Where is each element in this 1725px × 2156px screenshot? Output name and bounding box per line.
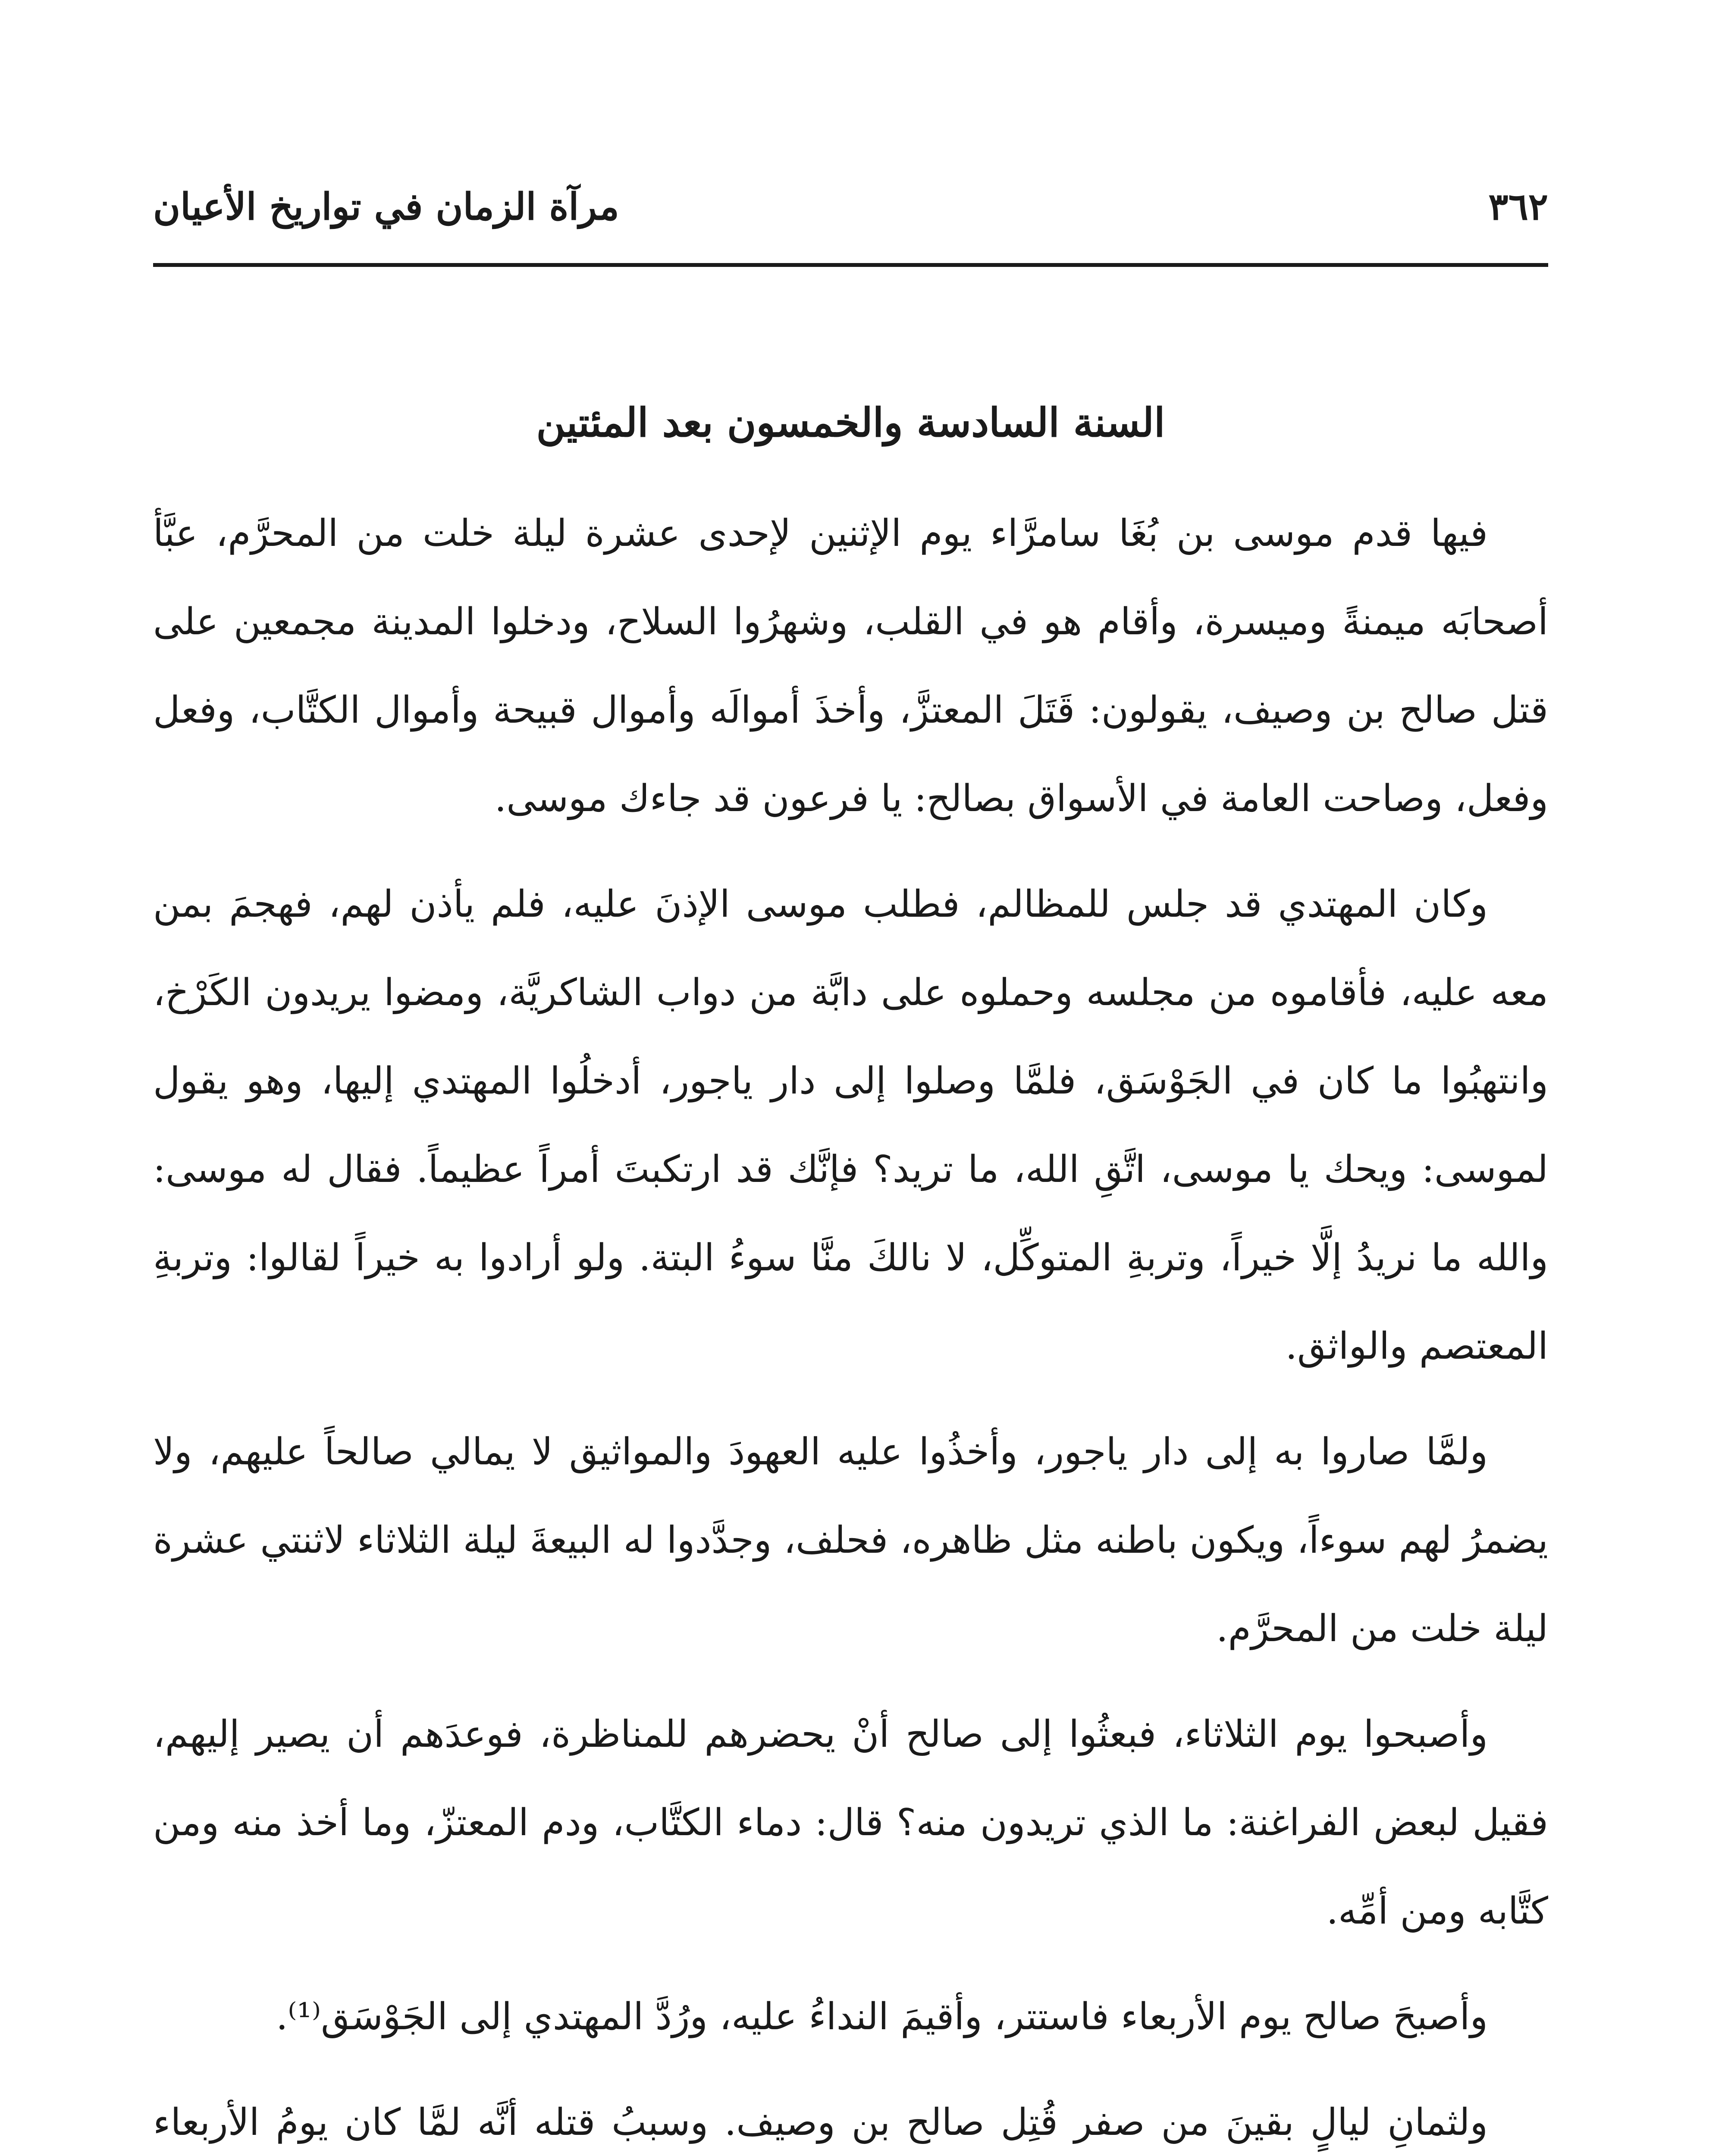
paragraph: وكان المهتدي قد جلس للمظالم، فطلب موسى الإذنَ عليه، فلم يأذن لهم، فهجمَ بمن معه عليه، فأقاموه من مجلسه وحملوه على دابَّة من دواب الشاكريَّة، ومضوا يريدون الكَرْخ، وانتهبُوا ما كان في الجَوْسَق، فلمَّا وصلوا إلى دار ياجور، أدخلُوا المهتدي إليها، وهو يقول لموسى: ويحك يا موسى، اتَّقِ الله، ما تريد؟ فإنَّك قد ارتكبتَ أمراً عظيماً. فقال له موسى: والله ما نريدُ إلَّا خيراً، وتربةِ المتوكِّل، لا نالكَ منَّا سوءُ البتة. ولو أرادوا به خيراً لقالوا: وتربةِ المعتصم والواثق. bbox=[153, 883, 1548, 1368]
body-text bbox=[153, 489, 1548, 2156]
page-number: ٣٦٢ bbox=[1488, 185, 1548, 229]
paragraph: ولمَّا صاروا به إلى دار ياجور، وأخذُوا عليه العهودَ والمواثيق لا يمالي صالحاً عليهم، ولا يضمرُ لهم سوءاً، ويكون باطنه مثل ظاهره، فحلف، وجدَّدوا له البيعةَ ليلة الثلاثاء لاثنتي عشرة ليلة خلت من المحرَّم. bbox=[153, 1430, 1548, 1650]
chapter-title: السنة السادسة والخمسون بعد المئتين bbox=[536, 399, 1165, 446]
paragraph: وأصبحوا يوم الثلاثاء، فبعثُوا إلى صالح أنْ يحضرهم للمناظرة، فوعدَهم أن يصير إليهم، فقيل لبعض الفراغنة: ما الذي تريدون منه؟ قال: دماء الكتَّاب، ودم المعتزّ، وما أخذ منه ومن كتَّابه ومن أمِّه. bbox=[153, 1713, 1548, 1933]
running-header bbox=[153, 164, 1548, 267]
paragraph: وأصبحَ صالح يوم الأربعاء فاستتر، وأقيمَ النداءُ عليه، ورُدَّ المهتدي إلى الجَوْسَق⁽¹⁾. bbox=[276, 1995, 1488, 2038]
book-title: مرآة الزمان في تواريخ الأعيان bbox=[153, 185, 619, 229]
paragraph: فيها قدم موسى بن بُغَا سامرَّاء يوم الإثنين لإحدى عشرة ليلة خلت من المحرَّم، عبَّأ أصحابَه ميمنةً وميسرة، وأقام هو في القلب، وشهرُوا السلاح، ودخلوا المدينة مجمعين على قتل صالح بن وصيف، يقولون: قَتَلَ المعتزَّ، وأخذَ أموالَه وأموال قبيحة وأموال الكتَّاب، وفعل وفعل، وصاحت العامة في الأسواق بصالح: يا فرعون قد جاءك موسى. bbox=[153, 512, 1548, 820]
paragraph: ولثمانِ ليالٍ بقينَ من صفر قُتِل صالح بن وصيف. وسببُ قتله أنَّه لمَّا كان يومُ الأربعاء bbox=[153, 2101, 1488, 2144]
